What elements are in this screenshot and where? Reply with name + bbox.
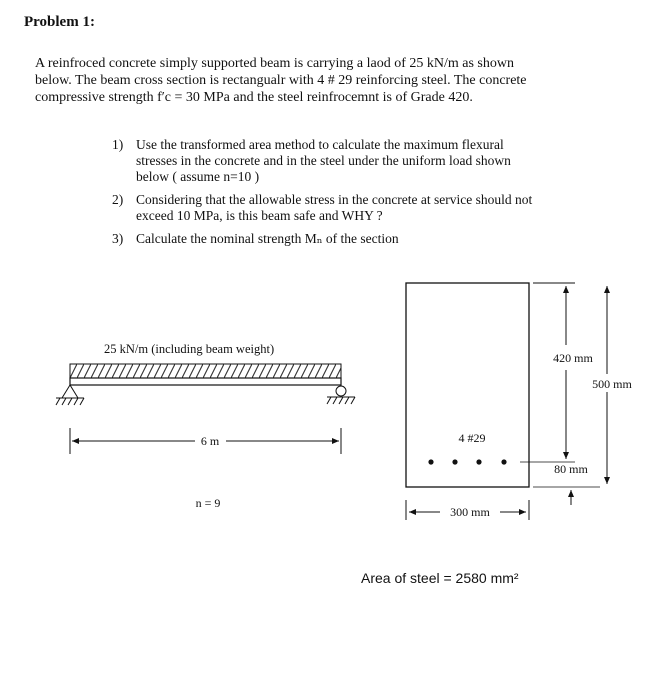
width-label: 300 mm [450,505,490,519]
rebar [501,459,506,464]
question-text: Considering that the allowable stress in the concrete at service should not [136,192,533,207]
dim-420-label: 420 mm [553,351,593,365]
bars-label: 4 #29 [458,431,486,445]
rebar [452,459,457,464]
cover-dimension [520,462,600,505]
question-number: 1) [112,137,124,152]
width-dimension [406,500,529,520]
effective-depth-dimension [533,283,593,459]
question-text: exceed 10 MPa, is this beam safe and WHY ? [136,208,383,223]
section-outline [406,283,529,487]
distributed-load [70,364,341,378]
question-text: Use the transformed area method to calculate the maximum flexural [136,137,504,152]
n-label: n = 9 [195,496,221,510]
span-dimension [70,428,341,454]
load-label: 25 kN/m (including beam weight) [104,342,275,356]
span-label: 6 m [200,434,220,448]
problem-title: Problem 1: [24,14,95,30]
question-text: below ( assume n=10 ) [136,169,260,184]
statement-line: compressive strength f′c = 30 MPa and the steel reinfrocemnt is of Grade 420. [35,90,473,105]
cross-section [361,283,632,586]
question-text: stresses in the concrete and in the steel under the uniform load shown [136,153,511,168]
beam-diagram [56,342,355,510]
rebar [476,459,481,464]
statement-line: A reinfroced concrete simply supported beam is carrying a laod of 25 kN/m as shown [35,56,514,71]
dim-500-label: 500 mm [592,377,632,391]
dim-80-label: 80 mm [554,462,588,476]
roller-support-right [327,386,355,404]
rebar [428,459,433,464]
question-number: 2) [112,192,124,207]
question-number: 3) [112,231,124,246]
pin-support-left [56,385,84,405]
statement-line: below. The beam cross section is rectangualr with 4 # 29 reinforcing steel. The concrete [35,73,527,88]
steel-area-label: Area of steel = 2580 mm² [361,570,519,586]
beam [70,378,341,385]
question-text: Calculate the nominal strength Mₙ of the section [136,231,399,246]
total-depth-dimension [592,286,632,484]
